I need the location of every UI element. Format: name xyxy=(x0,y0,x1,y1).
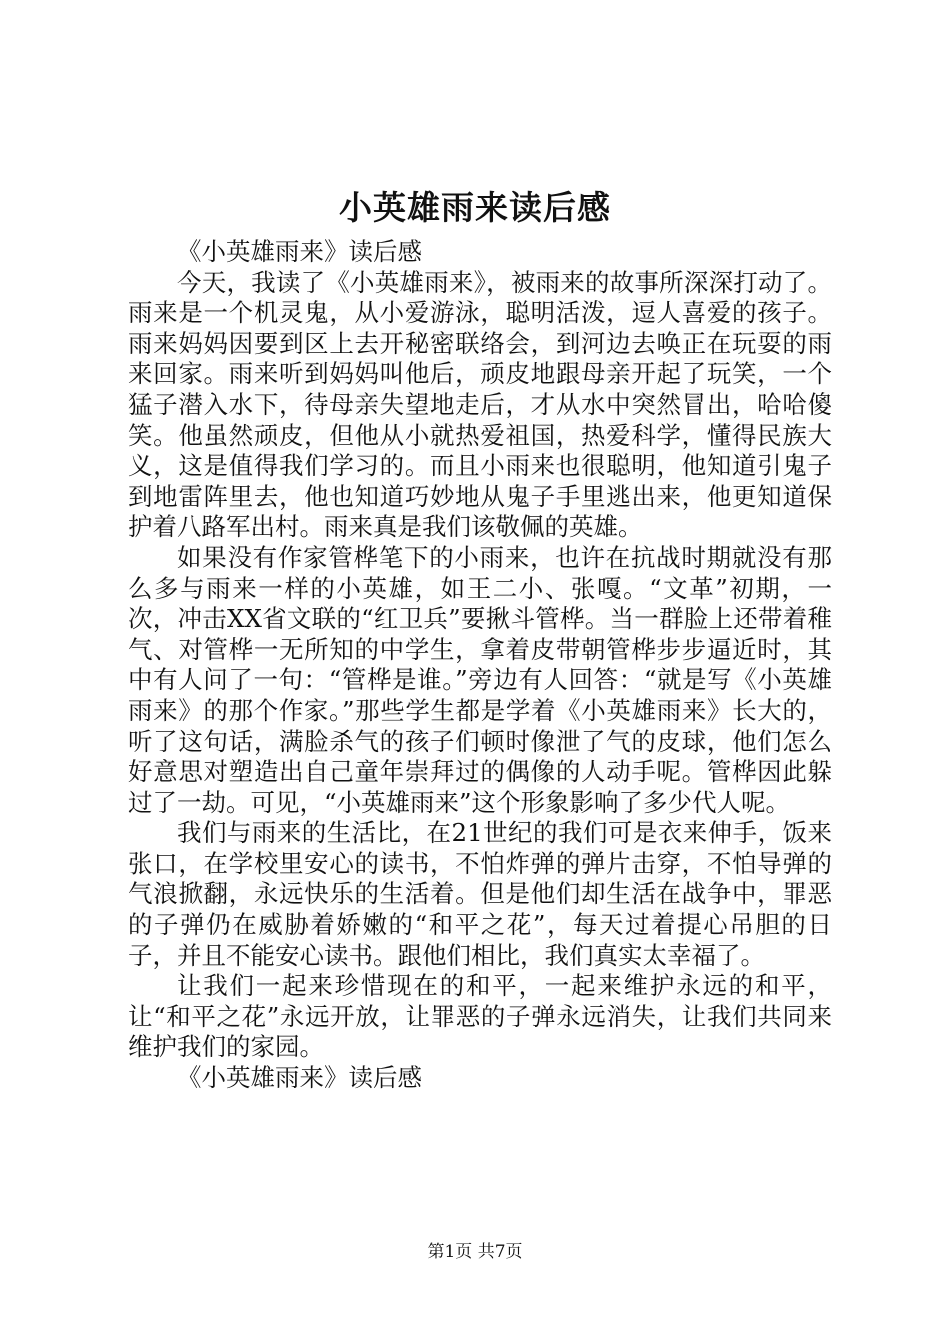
trailing-heading: 《小英雄雨来》读后感 xyxy=(177,1063,422,1093)
paragraph-3: 我们与雨来的生活比，在21世纪的我们可是衣来伸手，饭来张口，在学校里安心的读书，不怕炸弹的弹片击穿，不怕导弹的气浪掀翻，永远快乐的生活着。但是他们却生活在战争中，罪恶的子弹仍在威胁着娇嫩的“和平之花”，每天过着提心吊胆的日子，并且不能安心读书。跟他们相比，我们真实太幸福了。 xyxy=(128,818,832,970)
document-title: 小英雄雨来读后感 xyxy=(339,188,611,227)
paragraph-2: 如果没有作家管桦笔下的小雨来，也许在抗战时期就没有那么多与雨来一样的小英雄，如王二小、张嘎。“文革”初期，一次，冲击XX省文联的“红卫兵”要揪斗管桦。当一群脸上还带着稚气、对管桦一无所知的中学生，拿着皮带朝管桦步步逼近时，其中有人问了一句：“管桦是谁。”旁边有人回答：“就是写《小英雄雨来》的那个作家。”那些学生都是学着《小英雄雨来》长大的，听了这句话，满脸杀气的孩子们顿时像泄了气的皮球，他们怎么好意思对塑造出自己童年崇拜过的偶像的人动手呢。管桦因此躲过了一劫。可见，“小英雄雨来”这个形象影响了多少代人呢。 xyxy=(128,542,832,817)
paragraph-1: 今天，我读了《小英雄雨来》，被雨来的故事所深深打动了。雨来是一个机灵鬼，从小爱游泳，聪明活泼，逗人喜爱的孩子。雨来妈妈因要到区上去开秘密联络会，到河边去唤正在玩耍的雨来回家。雨来听到妈妈叫他后，顽皮地跟母亲开起了玩笑，一个猛子潜入水下，待母亲失望地走后，才从水中突然冒出，哈哈傻笑。他虽然顽皮，但他从小就热爱祖国，热爱科学，懂得民族大义，这是值得我们学习的。而且小雨来也很聪明，他知道引鬼子到地雷阵里去，他也知道巧妙地从鬼子手里逃出来，他更知道保护着八路军出村。雨来真是我们该敬佩的英雄。 xyxy=(128,267,832,542)
subtitle-line: 《小英雄雨来》读后感 xyxy=(177,237,422,266)
paragraph-4: 让我们一起来珍惜现在的和平，一起来维护永远的和平，让“和平之花”永远开放，让罪恶的子弹永远消失，让我们共同来维护我们的家园。 xyxy=(128,971,832,1062)
document-body xyxy=(128,237,832,1094)
page-footer: 第1页 共7页 xyxy=(427,1242,523,1262)
